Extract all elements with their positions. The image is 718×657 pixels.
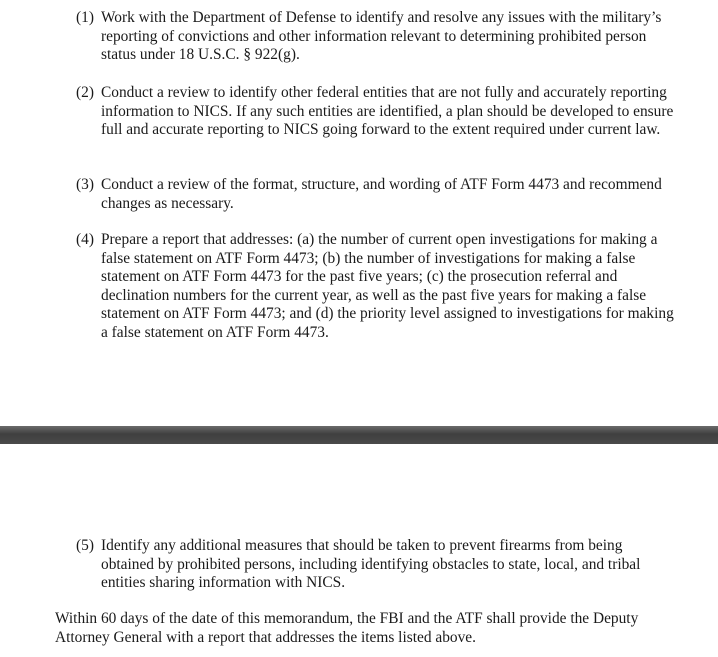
list-item-number: (3): [76, 176, 94, 193]
list-item: [76, 9, 676, 65]
list-item: [76, 84, 676, 140]
list-item-text: Identify any additional measures that should be taken to prevent firearms from being obtained by prohibited persons, including identifying obstacles to state, local, and tribal entities sharing information with NICS.: [101, 537, 641, 592]
page-break-divider: [0, 426, 718, 444]
list-item: [76, 231, 676, 343]
list-item-text: Work with the Department of Defense to identify and resolve any issues with the military’s reporting of convictions and other information relevant to determining prohibited person status under 18 U.S.C. § 922(g).: [101, 9, 662, 64]
list-item-number: (4): [76, 231, 94, 248]
closing-paragraph: Within 60 days of the date of this memorandum, the FBI and the ATF shall provide the Deputy Attorney General with a report that addresses the items listed above.: [55, 610, 639, 646]
list-item-number: (2): [76, 84, 94, 101]
list-item: [76, 537, 676, 593]
document-page-bottom: [0, 444, 718, 657]
list-item-text: Conduct a review of the format, structure, and wording of ATF Form 4473 and recommend changes as necessary.: [101, 176, 662, 212]
list-item-number: (5): [76, 537, 94, 554]
list-item-text: Conduct a review to identify other federal entities that are not fully and accurately reporting information to NICS. If any such entities are identified, a plan should be developed to ensure full and accurate reporting to NICS going forward to the extent required under current law.: [101, 84, 674, 139]
list-item-number: (1): [76, 9, 94, 26]
list-item-text: Prepare a report that addresses: (a) the number of current open investigations for making a false statement on ATF Form 4473; (b) the number of investigations for making a false statement on ATF Form 4473 for the past five years; (c) the prosecution referral and declination numbers for the current year, as well as the past five years for making a false statement on ATF Form 4473; and (d) the priority level assigned to investigations for making a false statement on ATF Form 4473.: [101, 231, 674, 341]
list-item: [76, 176, 676, 213]
